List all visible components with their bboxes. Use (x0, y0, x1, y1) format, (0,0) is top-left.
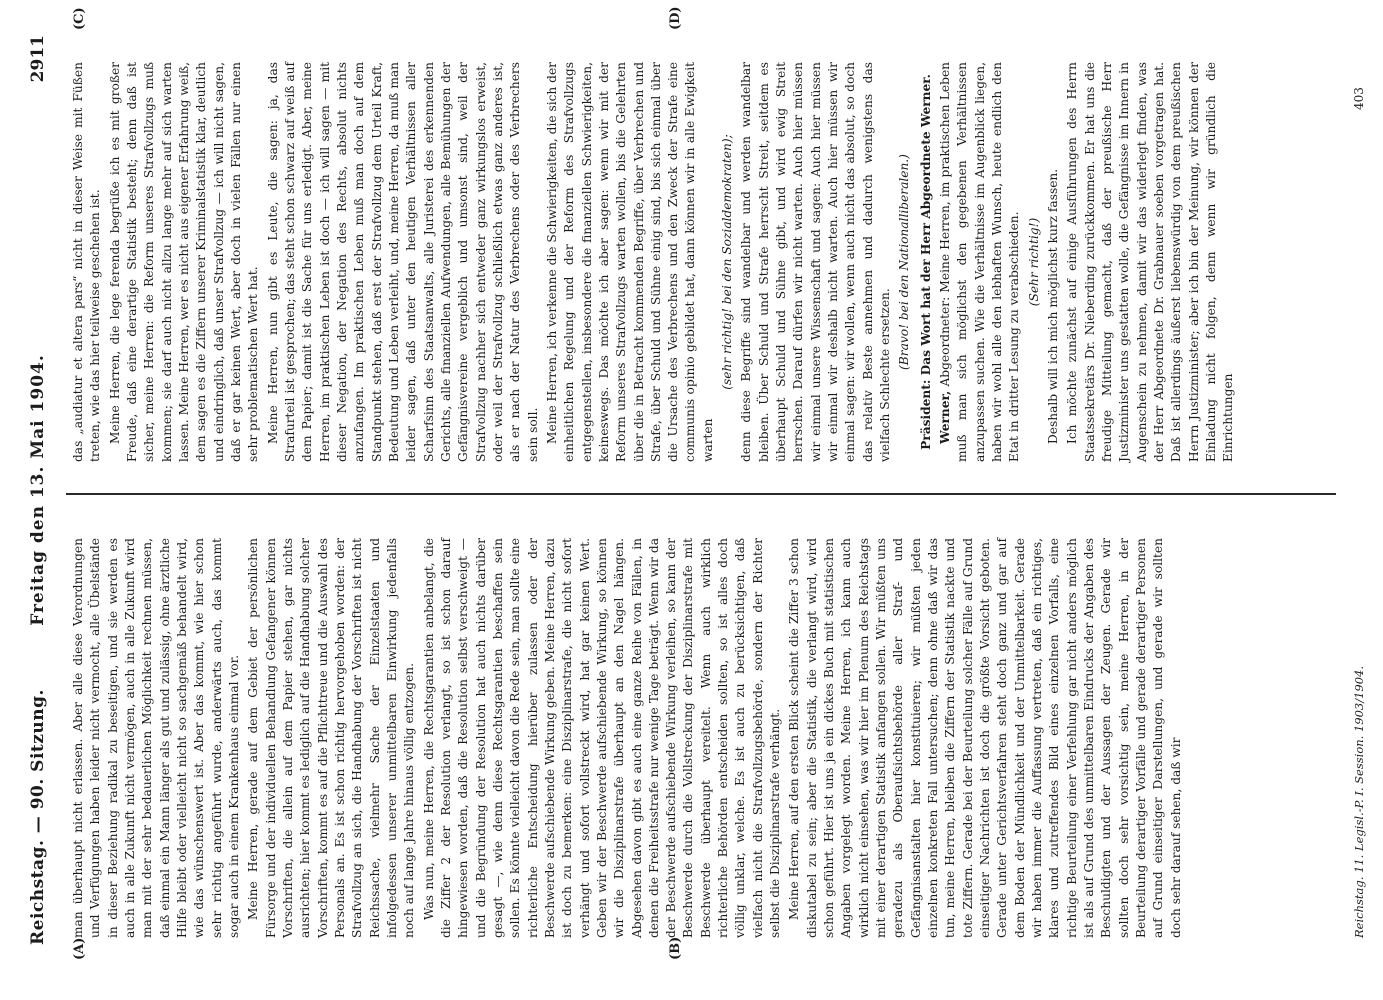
footer-legislature: Reichstag. 11. Legisl.-P. I. Session. 1903/1904. (1352, 665, 1366, 938)
paragraph: das „audiatur et altera pars“ nicht in dieser Weise mit Füßen treten, wie das hier teilweise geschehen ist. (71, 62, 103, 462)
paragraph: Meine Herren, ich verkenne die Schwierigkeiten, die sich der einheitlichen Regelung und der Reform des Strafvollzugs entgegenstellen, insbesondere die finanziellen Schwierigkeiten, keineswegs. Das möchte ich aber sagen: wenn wir mit der Reform unseres Strafvollzugs warten wollen, bis die Gelehrten über die in Betracht kommenden Begriffe, über Verbrechen und Strafe, über Schuld und Sühne einig sind, bis sich einmal über die Ursache des Verbrechens und den Zweck der Strafe eine communis opinio gebildet hat, dann können wir in alle Ewigkeit warten (544, 62, 715, 462)
speech-paragraph (937, 62, 1024, 462)
paragraph: Meine Herren, nun gibt es Leute, die sagen: ja, das Strafurteil ist gesprochen; das steht schon schwarz auf weiß auf dem Papier; damit ist die Sache für uns erledigt. Aber, meine Herren, im praktischen Leben ist doch — ich will sagen — mit dieser Negation, der Negation des Rechts, absolut nichts anzufangen. Im praktischen Leben muß man doch auf dem Standpunkt stehen, daß erst der Strafvollzug dem Urteil Kraft, Bedeutung und Leben verleiht, und, meine Herren, da muß man leider sagen, daß unter den heutigen Verhältnissen aller Scharfsinn des Staatsanwalts, alle Juristerei des erkennenden Gerichts, alle finanziellen Aufwendungen, alle Bemühungen der Gefängnisvereine vergeblich und umsonst sind, weil der Strafvollzug nachher sich entweder ganz wirkungslos erweist, oder weil der Strafvollzug schließlich etwas ganz anderes ist, als er nach der Natur des Verbrechens oder des Verbrechers sein soll. (265, 62, 540, 462)
paragraph: Meine Herren, auf den ersten Blick scheint die Ziffer 3 schon diskutabel zu sein; aber die Statistik, die verlangt wird, wird schon geführt. Hier ist uns ja ein dickes Buch mit statistischen Angaben vorgelegt worden. Meine Herren, ich kann auch wirklich nicht einsehen, was wir hier im Plenum des Reichstags mit einer derartigen Statistik anfangen sollen. Wir müßten uns geradezu als Oberaufsichtsbehörde aller Straf- und Gefängnisanstalten hier konstituieren; wir müßten jeden einzelnen konkreten Fall untersuchen; denn ohne daß wir das tun, meine Herren, bleiben die Ziffern der Statistik nackte und tote Ziffern. Gerade bei der Beurteilung solcher Fälle auf Grund einseitiger Nachrichten ist doch die größte Vorsicht geboten. Gerade unter Gerichtsverfahren steht doch ganz und gar auf dem Boden der Mündlichkeit und der Unmittelbarkeit. Gerade wir haben immer die Auffassung vertreten, daß ein richtiges, klares und zutreffendes Bild eines einzelnen Vorfalls, eine richtige Beurteilung einer Verfehlung gar nicht anders möglich ist als auf Grund des unmittelbaren Eindrucks der Angaben des Beschuldigten und der Aussagen der Zeugen. Gerade wir sollten doch sehr vorsichtig sein, meine Herren, in der Beurteilung derartiger Vorfälle und gerade derartiger Personen auf Grund einseitiger Darstellungen, und gerade wir sollten doch sehr darauf sehen, daß wir (787, 538, 1183, 938)
interjection: (sehr richtig! bei den Sozialdemokraten); (720, 134, 735, 390)
margin-marker-a: (A) (72, 937, 87, 960)
paragraph: Meine Herren, gerade auf dem Gebiet der persönlichen Fürsorge und der individuellen Behandlung Gefangener können Vorschriften, die allein auf dem Papier stehen, gar nichts ausrichten; hier kommt es lediglich auf die Handhabung solcher Vorschriften, kommt es auf die Pflichttreue und die Auswahl des Personals an. Es ist schon richtig hervorgehoben worden: der Strafvollzug an sich, die Handhabung der Vorschriften ist nicht Reichssache, vielmehr Sache der Einzelstaaten und infolgedessen unserer unmittelbaren Einwirkung jedenfalls noch auf lange Jahre hinaus völlig entzogen. (246, 538, 417, 938)
paragraph: man überhaupt nicht erlassen. Aber alle diese Verordnungen und Verfügungen haben leider nicht vermocht, alle Übelstände in dieser Beziehung radikal zu beseitigen, und sie werden es auch in alle Zukunft nicht vermögen, auch in alle Zukunft wird man mit der sehr bedauerlichen Möglichkeit rechnen müssen, daß einmal ein Mann länger als gut und zulässig, ohne ärztliche Hilfe bleibt oder vielleicht nicht so sachgemäß behandelt wird, wie das wünschenswert ist. Aber das kommt, wie hier schon sehr richtig angeführt wurde, anderwärts auch, das kommt sogar auch in einem Krankenhaus einmal vor. (71, 538, 241, 938)
paragraph: Was nun, meine Herren, die Rechtsgarantien anbelangt, die die Ziffer 2 der Resolution verlangt, so ist schon darauf hingewiesen worden, daß die Resolution selbst verschweigt — und die Begründung der Resolution hat auch nichts darüber gesagt —, wie denn diese Rechtsgarantien beschaffen sein sollen. Es könnte vielleicht davon die Rede sein, man sollte eine richterliche Entscheidung hierüber zulassen oder der Beschwerde aufschiebende Wirkung geben. Meine Herren, dazu ist doch zu bemerken: eine Disziplinarstrafe, die nicht sofort verhängt und sofort vollstreckt wird, hat gar keinen Wert. Geben wir der Beschwerde aufschiebende Wirkung, so können wir die Disziplinarstrafe überhaupt an den Nagel hängen. Abgesehen davon gibt es auch eine ganze Reihe von Fällen, in denen die Freiheitsstrafe nur wenige Tage beträgt. Wenn wir da der Beschwerde aufschiebende Wirkung verleihen, so kann der Beschwerde durch die Vollstreckung der Disziplinarstrafe mit Beschwerde überhaupt vereitelt. Wenn auch wirklich richterliche Behörden entscheiden sollten, so ist alles doch völlig unklar, welche. Es ist auch zu berücksichtigen, daß vielfach nicht die Strafvollzugsbehörde, sondern der Richter selbst die Disziplinarstrafe verhängt. (421, 538, 783, 938)
paragraph: Meine Herren, die lege ferenda begrüße ich es mit großer Freude, daß eine derartige Statistik besteht; denn daß ist sicher, meine Herren: die Reform unseres Strafvollzugs muß kommen; sie darf auch nicht allzu lange mehr auf sich warten lassen. Meine Herren, wer es nicht aus eigener Erfahrung weiß, dem sagen es die Ziffern unserer Kriminalstatistik klar, deutlich und eindringlich, daß unser Strafvollzug — ich will nicht sagen, daß er gar keinen Wert, aber doch in vielen Fällen nur einen sehr problematischen Wert hat. (107, 62, 261, 462)
paragraph: Ich möchte zunächst auf einige Ausführungen des Herrn Staatssekretärs Dr. Nieberding zurückkommen. Er hat uns die freudige Mitteilung gemacht, daß der preußische Herr Justizminister uns gestatten wolle, die Gefängnisse im Innern in Augenschein zu nehmen, damit wir das widerlegt finden, was der Herr Abgeordnete Dr. Grabnauer soeben vorgetragen hat. Daß ist allerdings äußerst liebenswürdig von dem preußischen Herrn Justizminister; aber ich bin der Meinung, wir können der Einladung nicht folgen, denn wenn wir gründlich die Einrichtungen (1065, 62, 1236, 462)
header-date: Freitag den 13. Mai 1904. (28, 354, 48, 626)
president-announcement: Präsident: Das Wort hat der Herr Abgeordnete Werner. (918, 74, 933, 450)
column-divider (66, 493, 1336, 495)
page-header (28, 35, 62, 945)
margin-marker-c: (C) (72, 7, 87, 30)
paragraph: Deshalb will ich mich möglichst kurz fassen. (1046, 168, 1061, 444)
margin-marker-b: (B) (668, 936, 683, 960)
header-page-number: 2911 (28, 35, 48, 83)
interjection: (Sehr richtig!) (1026, 217, 1041, 307)
right-column (70, 61, 1236, 462)
speaker-name: Werner, (938, 390, 953, 444)
interjection: (Bravo! bei den Nationalliberalen.) (897, 154, 912, 370)
paragraph: denn diese Begriffe sind wandelbar und werden wandelbar bleiben. Über Schuld und Strafe herrscht Streit, seitdem es überhaupt Schuld und Sühne gibt, und wird ewig Streit herrschen. Darauf dürfen wir nicht warten. Auch hier müssen wir einmal unsere Wissenschaft und sagen: Auch hier müssen wir einmal wir deshalb nicht warten. Auch hier müssen wir einmal sagen: wir wollen, wenn auch nicht das absolut, so doch das relativ Beste annehmen und dadurch wenigstens das vielfach Schlechte ersetzen. (739, 62, 893, 462)
margin-marker-d: (D) (668, 6, 683, 30)
footer-page-number: 403 (1352, 87, 1366, 110)
speech-text: Abgeordneter: Meine Herren, im praktischen Leben muß man sich möglichst den gegebenen Verhältnissen anzupassen suchen. Wie die Verhältnisse im Augenblick liegen, haben wir wohl alle den lebhaften Wunsch, heute endlich den Etat in dritter Lesung zu verabschieden. (938, 61, 1022, 462)
header-session: Reichstag. — 90. Sitzung. (28, 689, 48, 945)
left-column (70, 538, 1300, 938)
